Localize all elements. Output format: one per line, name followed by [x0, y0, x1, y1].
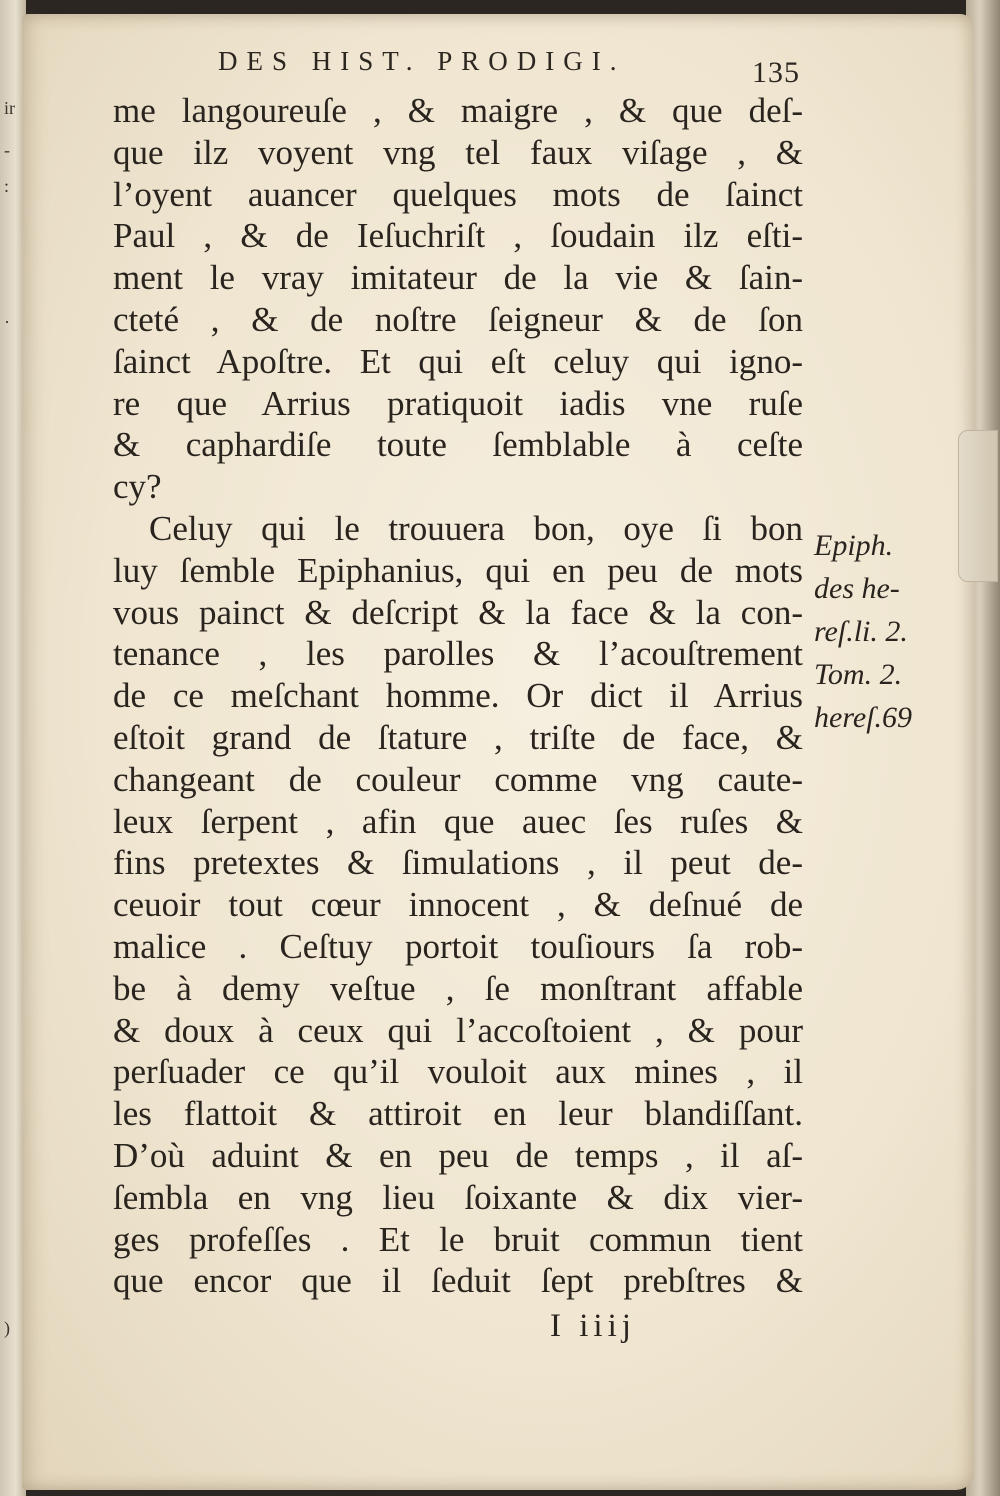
text-line: que encor que il ſeduit ſept prebſtres & — [113, 1261, 803, 1301]
margin-note-line: des he- — [814, 572, 900, 605]
text-line: de ce meſchant homme. Or dict il Arrius — [113, 676, 803, 716]
body-text — [113, 90, 803, 1302]
signature-mark: I iiij — [550, 1308, 636, 1344]
text-line: ges profeſſes . Et le bruit commun tient — [113, 1219, 803, 1259]
margin-mark: ) — [4, 1318, 10, 1338]
text-line: me langoureuſe , & maigre , & que deſ- — [113, 91, 803, 130]
text-line: tenance , les parolles & l’acouſtrement — [113, 634, 803, 674]
margin-note-line: hereſ.69 — [814, 701, 913, 734]
text-line: ceuoir tout cœur innocent , & deſnué de — [113, 885, 803, 925]
margin-note-line: Tom. 2. — [814, 658, 903, 691]
text-line: fins pretextes & ſimulations , il peut de- — [113, 843, 803, 883]
text-line: eſtoit grand de ſtature , triſte de face, & — [113, 717, 803, 757]
text-line: D’où aduint & en peu de temps , il aſ- — [113, 1135, 803, 1175]
text-line: cy? — [113, 467, 162, 507]
text-line: vous painct & deſcript & la face & la con- — [113, 592, 803, 632]
page-number: 135 — [752, 56, 800, 89]
running-head: DES HIST. PRODIGI. — [218, 46, 626, 76]
page-tab-marker — [958, 430, 998, 582]
text-line: que ilz voyent vng tel faux viſage , & — [113, 132, 803, 172]
text-line: luy ſemble Epiphanius, qui en peu de mots — [113, 550, 803, 590]
paragraph-first-line: Celuy qui le trouuera bon, oye ſi bon — [149, 508, 803, 548]
text-line: cteté , & de noſtre ſeigneur & de ſon — [113, 299, 803, 339]
text-line: changeant de couleur comme vng caute- — [113, 759, 803, 799]
text-line: l’oyent auancer quelques mots de ſainct — [113, 174, 803, 214]
margin-mark: ir — [4, 98, 15, 118]
text-line: malice . Ceſtuy portoit touſiours ſa rob- — [113, 926, 803, 966]
text-line: ment le vray imitateur de la vie & ſain- — [113, 258, 803, 298]
margin-mark: · — [4, 312, 10, 332]
margin-mark: - — [4, 140, 10, 160]
text-line: les flattoit & attiroit en leur blandiſſant. — [113, 1094, 803, 1134]
text-line: leux ſerpent , afin que auec ſes ruſes & — [113, 801, 803, 841]
margin-note-line: reſ.li. 2. — [814, 615, 908, 648]
text-line: & caphardiſe toute ſemblable à ceſte — [113, 425, 803, 465]
margin-note-line: Epiph. — [814, 529, 894, 562]
text-line: perſuader ce qu’il vouloit aux mines , il — [113, 1052, 803, 1092]
margin-mark: : — [4, 176, 10, 196]
text-line: be à demy veſtue , ſe monſtrant affable — [113, 968, 803, 1008]
text-line: & doux à ceux qui l’accoſtoient , & pour — [113, 1010, 803, 1050]
margin-note — [814, 524, 944, 739]
text-line: Paul , & de Ieſuchriſt , ſoudain ilz eſti- — [113, 216, 803, 256]
text-line: ſainct Apoſtre. Et qui eſt celuy qui igno- — [113, 341, 803, 381]
text-line: re que Arrius pratiquoit iadis vne ruſe — [113, 383, 803, 423]
text-line: ſembla en vng lieu ſoixante & dix vier- — [113, 1177, 803, 1217]
